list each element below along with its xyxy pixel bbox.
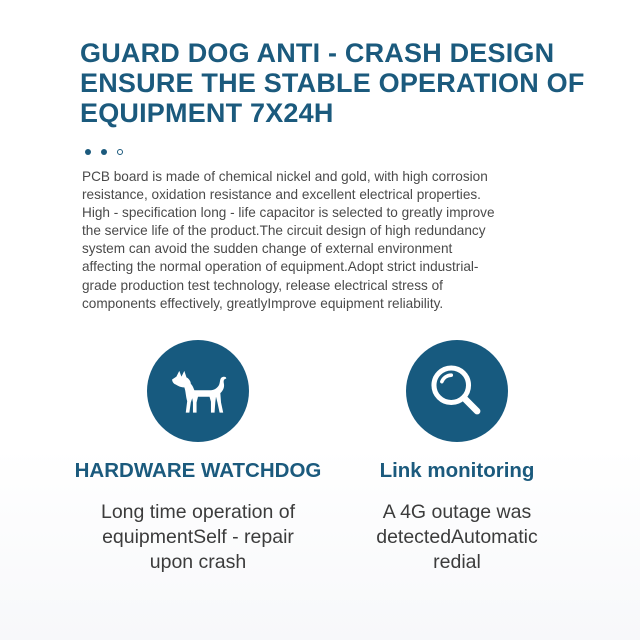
feature-description [101, 500, 295, 575]
description-line: resistance, oxidation resistance and excellent electrical properties. [82, 187, 481, 203]
feature-description-line: detectedAutomatic [376, 526, 538, 548]
dot-icon [101, 149, 107, 155]
feature-description-line: upon crash [149, 551, 247, 573]
feature-description-line: A 4G outage was [382, 501, 532, 523]
feature-hardware-watchdog [74, 340, 322, 575]
icon-circle [406, 340, 508, 442]
headline-line-1: GUARD DOG ANTI - CRASH DESIGN [80, 38, 555, 68]
dot-outline-icon [117, 149, 123, 155]
description-paragraph [82, 168, 572, 313]
headline-line-3: EQUIPMENT 7X24H [80, 98, 334, 128]
feature-description-line: equipmentSelf - repair [102, 526, 294, 548]
icon-circle [147, 340, 249, 442]
feature-description-line: Long time operation of [100, 501, 296, 523]
description-line: grade production test technology, release electrical stress of [82, 277, 443, 293]
dot-icon [85, 149, 91, 155]
three-dots-icon [85, 149, 123, 155]
magnifier-icon [421, 355, 493, 427]
description-line: system can avoid the sudden change of external environment [82, 241, 453, 257]
page-headline [80, 38, 600, 128]
description-line: PCB board is made of chemical nickel and gold, with high corrosion [82, 169, 488, 184]
feature-title: HARDWARE WATCHDOG [74, 459, 322, 482]
feature-link-monitoring [337, 340, 577, 575]
description-line: components effectively, greatlyImprove equipment reliability. [82, 295, 444, 311]
dog-icon [162, 355, 234, 427]
description-line: affecting the normal operation of equipment.Adopt strict industrial- [82, 259, 479, 275]
headline-line-2: ENSURE THE STABLE OPERATION OF [80, 68, 585, 98]
description-line: the service life of the product.The circuit design of high redundancy [82, 223, 486, 239]
feature-description-line: redial [433, 551, 481, 573]
feature-title: Link monitoring [379, 459, 535, 482]
feature-description [376, 500, 538, 575]
description-line: High - specification long - life capacitor is selected to greatly improve [82, 205, 495, 221]
